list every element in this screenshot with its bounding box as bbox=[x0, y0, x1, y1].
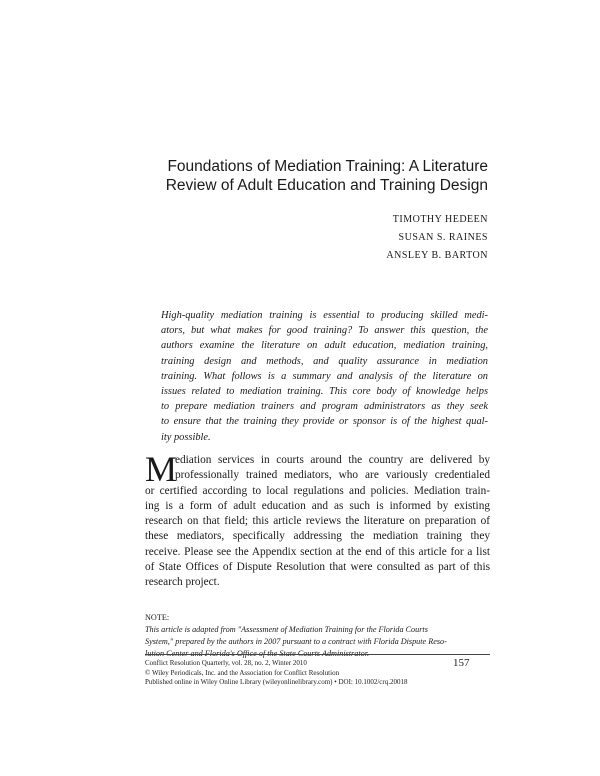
article-title bbox=[158, 157, 488, 195]
footnote-text: lution Center and Florida's Office of the State Courts Administrator. bbox=[145, 649, 370, 658]
abstract-line: ators, but what makes for good training? To answer this question, the bbox=[161, 325, 488, 337]
footnote-line bbox=[145, 636, 490, 648]
abstract bbox=[161, 308, 488, 445]
body-line: research project. bbox=[145, 576, 220, 589]
title-line: Review of Adult Education and Training Design bbox=[165, 177, 488, 194]
abstract-line: issues related to mediation training. This core body of knowledge helps bbox=[161, 386, 488, 398]
body-line: these mediators, specifically addressing the mediation training they bbox=[145, 530, 490, 543]
abstract-line: to ensure that the training they provide or sponsor is of the highest qual- bbox=[161, 416, 488, 428]
copyright-line: © Wiley Periodicals, Inc. and the Association for Conflict Resolution bbox=[145, 668, 340, 677]
body-paragraph bbox=[145, 449, 490, 591]
footnote-label: NOTE: bbox=[145, 613, 170, 622]
body-line: professionally trained mediators, who are variously credentialed bbox=[175, 469, 490, 482]
author-list bbox=[268, 211, 488, 265]
body-line: ing is a form of adult education and as such is informed by existing bbox=[145, 499, 490, 512]
title-line: Foundations of Mediation Training: A Literature bbox=[167, 158, 488, 175]
body-line: of State Offices of Dispute Resolution that were consulted as part of this bbox=[145, 561, 490, 574]
drop-cap: M bbox=[145, 449, 178, 489]
abstract-line: High-quality mediation training is essential to producing skilled medi- bbox=[161, 310, 488, 321]
footnote-text: System," prepared by the authors in 2007 pursuant to a contract with Florida Dispute Reso- bbox=[145, 637, 447, 646]
abstract-line: training design and methods, and quality assurance in mediation bbox=[161, 355, 488, 367]
footer-divider bbox=[145, 654, 490, 655]
body-line: research on that field; this article reviews the literature on preparation of bbox=[145, 515, 490, 528]
body-line: ediation services in courts around the country are delivered by bbox=[175, 454, 490, 466]
abstract-line: ity possible. bbox=[161, 431, 211, 443]
body-line: or certified according to local regulations and policies. Mediation train- bbox=[145, 484, 490, 497]
journal-footer bbox=[145, 659, 490, 688]
author-name: ANSLEY B. BARTON bbox=[386, 250, 488, 261]
page-number: 157 bbox=[453, 657, 470, 669]
abstract-line: authors examine the literature on adult education, mediation training, bbox=[161, 340, 488, 352]
author-name: TIMOTHY HEDEEN bbox=[392, 214, 488, 225]
publication-line: Published online in Wiley Online Library (wileyonlinelibrary.com) • DOI: 10.1002/crq.20018 bbox=[145, 678, 408, 687]
abstract-line: to prepare mediation trainers and program administrators as they seek bbox=[161, 401, 488, 413]
body-line: receive. Please see the Appendix section at the end of this article for a list bbox=[145, 545, 490, 558]
footnote-line bbox=[145, 612, 490, 636]
journal-citation: Conflict Resolution Quarterly, vol. 28, no. 2, Winter 2010 bbox=[145, 659, 307, 667]
footnote bbox=[145, 612, 490, 660]
author-name: SUSAN S. RAINES bbox=[398, 232, 488, 243]
abstract-line: training. What follows is a summary and analysis of the literature on bbox=[161, 370, 488, 382]
footnote-text: This article is adapted from "Assessment of Mediation Training for the Florida Courts bbox=[145, 625, 428, 634]
